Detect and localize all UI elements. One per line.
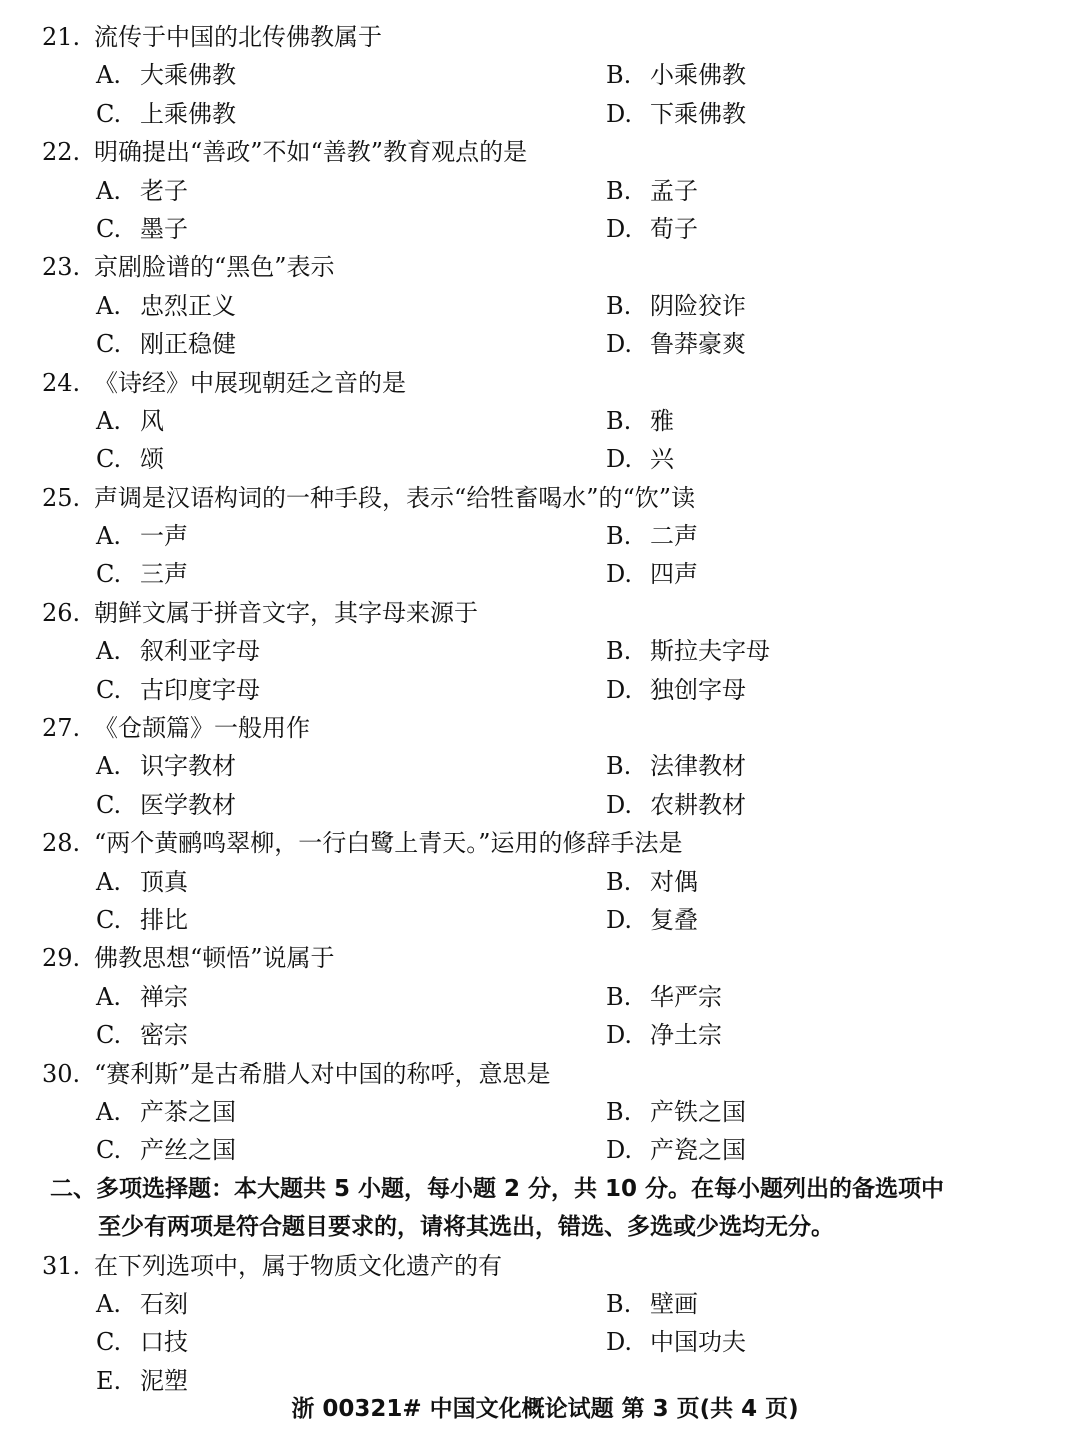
option-text: 识字教材 xyxy=(140,752,236,781)
option-letter: A. xyxy=(96,522,121,551)
answer-option xyxy=(606,287,746,325)
question-stem xyxy=(0,479,1080,517)
option-letter: D. xyxy=(606,1328,633,1357)
question-stem xyxy=(0,1247,1080,1285)
option-letter: C. xyxy=(96,445,122,474)
question-number: 24. xyxy=(42,368,81,397)
answer-option xyxy=(606,555,698,593)
question-number: 22. xyxy=(42,138,81,167)
option-letter: B. xyxy=(606,61,632,90)
option-text: 叙利亚字母 xyxy=(140,637,260,666)
option-letter: D. xyxy=(606,790,633,819)
question-text: 朝鲜文属于拼音文字，其字母来源于 xyxy=(94,598,478,627)
option-text: 上乘佛教 xyxy=(140,99,236,128)
option-row xyxy=(0,1131,1080,1169)
option-letter: C. xyxy=(96,675,122,704)
question-number: 26. xyxy=(42,598,81,627)
question-text: “两个黄鹂鸣翠柳，一行白鹭上青天。”运用的修辞手法是 xyxy=(94,829,683,858)
option-row xyxy=(0,1323,1080,1361)
option-letter: D. xyxy=(606,330,633,359)
option-letter: C. xyxy=(96,214,122,243)
answer-option xyxy=(96,56,236,94)
option-text: 下乘佛教 xyxy=(650,99,746,128)
answer-option xyxy=(96,325,236,363)
question-number: 21. xyxy=(42,23,81,51)
question-text: 声调是汉语构词的一种手段，表示“给牲畜喝水”的“饮”读 xyxy=(94,483,696,512)
question-text: 在下列选项中，属于物质文化遗产的有 xyxy=(94,1251,502,1280)
answer-option xyxy=(606,210,698,248)
question-text: 佛教思想“顿悟”说属于 xyxy=(94,944,335,973)
option-row xyxy=(0,1016,1080,1054)
option-text: 鲁莽豪爽 xyxy=(650,330,746,359)
option-text: 产瓷之国 xyxy=(650,1136,746,1165)
answer-option xyxy=(606,671,746,709)
option-text: 泥塑 xyxy=(140,1366,188,1395)
answer-option xyxy=(96,210,188,248)
option-text: 墨子 xyxy=(140,214,188,243)
question-number: 25. xyxy=(42,483,81,512)
answer-option xyxy=(96,555,188,593)
answer-option xyxy=(606,1131,746,1169)
option-letter: A. xyxy=(96,982,121,1011)
option-letter: C. xyxy=(96,1136,122,1165)
option-text: 对偶 xyxy=(650,867,698,896)
option-letter: E. xyxy=(96,1366,122,1395)
question-stem xyxy=(0,364,1080,402)
question-number: 28. xyxy=(42,829,81,858)
option-letter: D. xyxy=(606,99,633,128)
option-row xyxy=(0,210,1080,248)
option-text: 二声 xyxy=(650,522,698,551)
answer-option xyxy=(96,287,236,325)
option-text: 三声 xyxy=(140,560,188,589)
option-text: 石刻 xyxy=(140,1289,188,1318)
option-row xyxy=(0,95,1080,133)
option-row xyxy=(0,172,1080,210)
answer-option xyxy=(96,1285,188,1323)
option-text: 孟子 xyxy=(650,176,698,205)
answer-option xyxy=(96,172,188,210)
option-row xyxy=(0,1285,1080,1323)
option-letter: D. xyxy=(606,1136,633,1165)
option-letter: C. xyxy=(96,1328,122,1357)
option-letter: D. xyxy=(606,560,633,589)
option-row xyxy=(0,402,1080,440)
answer-option xyxy=(606,1323,746,1361)
option-letter: A. xyxy=(96,752,121,781)
answer-option xyxy=(606,1285,698,1323)
option-text: 华严宗 xyxy=(650,982,722,1011)
option-row xyxy=(0,517,1080,555)
answer-option xyxy=(606,325,746,363)
option-text: 刚正稳健 xyxy=(140,330,236,359)
question-stem xyxy=(0,939,1080,977)
question-list xyxy=(0,18,1080,1400)
option-row xyxy=(0,56,1080,94)
answer-option xyxy=(96,95,236,133)
question-text: “赛利斯”是古希腊人对中国的称呼，意思是 xyxy=(94,1059,551,1088)
option-row xyxy=(0,978,1080,1016)
option-letter: D. xyxy=(606,905,633,934)
option-text: 雅 xyxy=(650,406,674,435)
answer-option xyxy=(96,517,188,555)
answer-option xyxy=(606,747,746,785)
option-text: 密宗 xyxy=(140,1021,188,1050)
answer-option xyxy=(606,402,674,440)
answer-option xyxy=(96,1131,236,1169)
option-text: 壁画 xyxy=(650,1289,698,1318)
question-stem xyxy=(0,709,1080,747)
option-row xyxy=(0,440,1080,478)
answer-option xyxy=(96,402,164,440)
option-text: 兴 xyxy=(650,445,674,474)
answer-option xyxy=(606,1016,722,1054)
option-text: 复叠 xyxy=(650,905,698,934)
answer-option xyxy=(96,671,260,709)
option-letter: C. xyxy=(96,330,122,359)
option-letter: D. xyxy=(606,1021,633,1050)
option-letter: A. xyxy=(96,1097,121,1126)
option-letter: A. xyxy=(96,1289,121,1318)
option-letter: A. xyxy=(96,637,121,666)
option-letter: A. xyxy=(96,61,121,90)
answer-option xyxy=(96,1016,188,1054)
option-letter: D. xyxy=(606,675,633,704)
answer-option xyxy=(96,863,188,901)
answer-option xyxy=(96,1323,188,1361)
option-row xyxy=(0,1093,1080,1131)
question-stem xyxy=(0,1055,1080,1093)
answer-option xyxy=(606,632,770,670)
question-text: 《仓颉篇》一般用作 xyxy=(94,714,310,743)
option-letter: B. xyxy=(606,637,632,666)
answer-option xyxy=(606,172,698,210)
question-stem xyxy=(0,824,1080,862)
option-letter: C. xyxy=(96,560,122,589)
question-text: 京剧脸谱的“黑色”表示 xyxy=(94,253,335,282)
page-footer: 浙 00321# 中国文化概论试题 第 3 页(共 4 页) xyxy=(291,1396,799,1422)
option-letter: B. xyxy=(606,1289,632,1318)
question-stem xyxy=(0,133,1080,171)
option-letter: B. xyxy=(606,291,632,320)
option-text: 四声 xyxy=(650,560,698,589)
question-number: 30. xyxy=(42,1059,81,1088)
section-instructions: 至少有两项是符合题目要求的，请将其选出，错选、多选或少选均无分。 xyxy=(98,1214,834,1241)
option-text: 荀子 xyxy=(650,214,698,243)
answer-option xyxy=(606,901,698,939)
option-letter: B. xyxy=(606,867,632,896)
option-letter: C. xyxy=(96,99,122,128)
answer-option xyxy=(606,95,746,133)
option-text: 中国功夫 xyxy=(650,1328,746,1357)
option-row xyxy=(0,287,1080,325)
answer-option xyxy=(606,440,674,478)
option-letter: C. xyxy=(96,905,122,934)
option-text: 产丝之国 xyxy=(140,1136,236,1165)
question-stem xyxy=(0,594,1080,632)
answer-option xyxy=(606,863,698,901)
answer-option xyxy=(96,632,260,670)
option-text: 排比 xyxy=(140,905,188,934)
answer-option xyxy=(96,440,164,478)
option-row xyxy=(0,632,1080,670)
answer-option xyxy=(606,1093,746,1131)
option-row xyxy=(0,747,1080,785)
option-text: 斯拉夫字母 xyxy=(650,637,770,666)
question-stem xyxy=(0,18,1080,56)
option-row xyxy=(0,671,1080,709)
option-text: 法律教材 xyxy=(650,752,746,781)
answer-option xyxy=(606,786,746,824)
question-number: 23. xyxy=(42,253,81,282)
option-row xyxy=(0,863,1080,901)
question-stem xyxy=(0,248,1080,286)
answer-option xyxy=(606,517,698,555)
answer-option xyxy=(96,978,188,1016)
option-letter: D. xyxy=(606,445,633,474)
answer-option xyxy=(96,747,236,785)
answer-option xyxy=(96,901,188,939)
option-text: 产铁之国 xyxy=(650,1097,746,1126)
option-letter: A. xyxy=(96,176,121,205)
option-text: 一声 xyxy=(140,522,188,551)
option-letter: B. xyxy=(606,1097,632,1126)
option-row xyxy=(0,901,1080,939)
option-text: 顶真 xyxy=(140,867,188,896)
option-text: 口技 xyxy=(140,1328,188,1357)
option-row xyxy=(0,325,1080,363)
option-letter: B. xyxy=(606,982,632,1011)
option-text: 阴险狡诈 xyxy=(650,291,746,320)
option-text: 风 xyxy=(140,406,164,435)
answer-option xyxy=(96,1093,236,1131)
question-text: 明确提出“善政”不如“善教”教育观点的是 xyxy=(94,138,528,167)
option-text: 独创字母 xyxy=(650,675,746,704)
option-row xyxy=(0,555,1080,593)
option-letter: C. xyxy=(96,1021,122,1050)
option-letter: B. xyxy=(606,176,632,205)
option-text: 古印度字母 xyxy=(140,675,260,704)
option-text: 禅宗 xyxy=(140,982,188,1011)
option-text: 大乘佛教 xyxy=(140,61,236,90)
option-letter: A. xyxy=(96,406,121,435)
option-text: 产茶之国 xyxy=(140,1097,236,1126)
option-letter: A. xyxy=(96,867,121,896)
option-text: 颂 xyxy=(140,445,164,474)
option-row xyxy=(0,786,1080,824)
option-letter: A. xyxy=(96,291,121,320)
answer-option xyxy=(96,786,236,824)
option-letter: D. xyxy=(606,214,633,243)
option-text: 小乘佛教 xyxy=(650,61,746,90)
question-number: 31. xyxy=(42,1251,81,1280)
answer-option xyxy=(606,56,746,94)
section-heading: 二、多项选择题：本大题共 5 小题，每小题 2 分，共 10 分。在每小题列出的备选项中 xyxy=(50,1175,945,1202)
question-number: 27. xyxy=(42,714,81,743)
option-letter: B. xyxy=(606,752,632,781)
option-text: 医学教材 xyxy=(140,790,236,819)
option-text: 农耕教材 xyxy=(650,790,746,819)
option-letter: B. xyxy=(606,522,632,551)
option-text: 忠烈正义 xyxy=(140,291,236,320)
answer-option xyxy=(606,978,722,1016)
question-text: 流传于中国的北传佛教属于 xyxy=(94,23,382,51)
option-text: 老子 xyxy=(140,176,188,205)
question-number: 29. xyxy=(42,944,81,973)
question-text: 《诗经》中展现朝廷之音的是 xyxy=(94,368,406,397)
option-text: 净土宗 xyxy=(650,1021,722,1050)
option-letter: C. xyxy=(96,790,122,819)
option-letter: B. xyxy=(606,406,632,435)
